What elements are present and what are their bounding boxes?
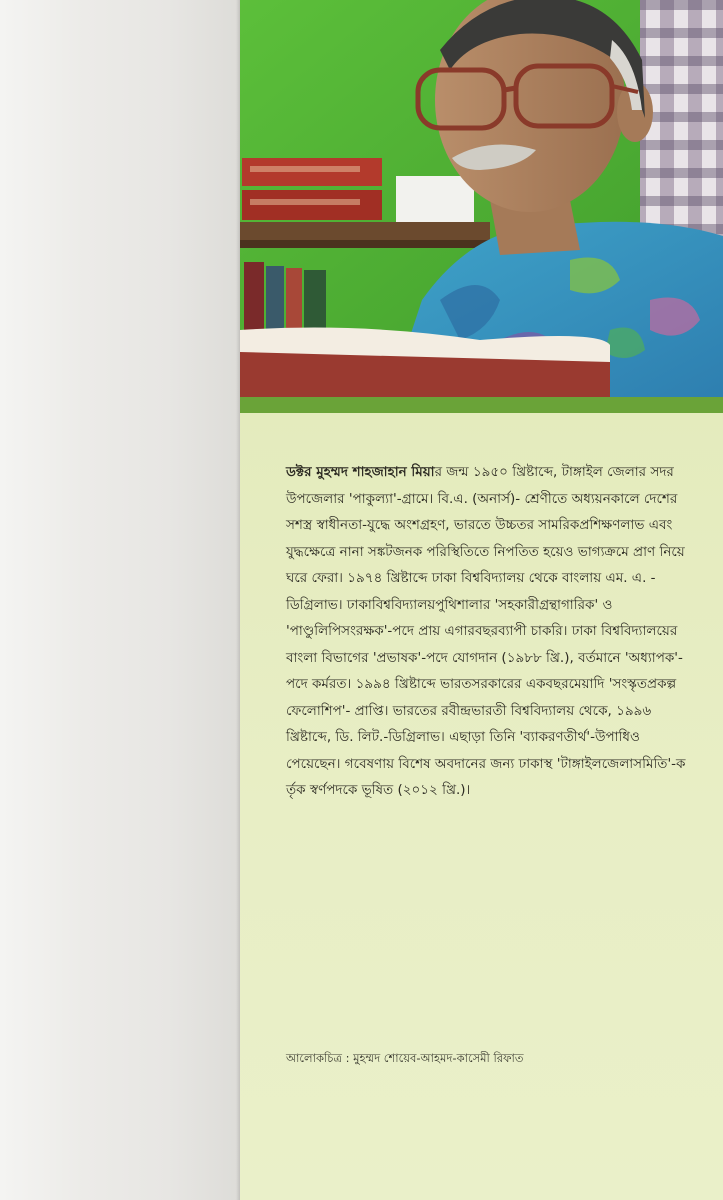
author-bio-text: র জন্ম ১৯৫০ খ্রিষ্টাব্দে, টাঙ্গাইল জেলার সদর উপজেলার 'পাকুল্যা'-গ্রামে। বি.এ. (অনার্স)- শ্রেণীতে অধ্যয়নকালে দেশের সশস্ত্র স্বাধীনতা-যুদ্ধে অংশগ্রহণ, ভারতে উচ্চতর সামরিকপ্রশিক্ষণলাভ এবং যুদ্ধক্ষেত্রে নানা সঙ্কটজনক পরিস্থিতিতে নিপতিত হয়েও ভাগ্যক্রমে প্রাণ নিয়ে ঘরে ফেরা। ১৯৭৪ খ্রিষ্টাব্দে ঢাকা বিশ্ববিদ্যালয় থেকে বাংলায় এম. এ. - ডিগ্রিলাভ। ঢাকাবিশ্ববিদ্যালয়পুথিশালার 'সহকারীগ্রন্থাগারিক' ও 'পাণ্ডুলিপিসংরক্ষক'-পদে প্রায় এগারবছরব্যাপী চাকরি। ঢাকা বিশ্ববিদ্যালয়ের বাংলা বিভাগের 'প্রভাষক'-পদে যোগদান (১৯৮৮ খ্রি.), বর্তমানে 'অধ্যাপক'-পদে কর্মরত। ১৯৯৪ খ্রিষ্টাব্দে ভারতসরকারের একবছরমেয়াদি 'সংস্কৃতপ্রকল্পফেলোশিপ'- প্রাপ্তি। ভারতের রবীন্দ্রভারতী বিশ্ববিদ্যালয় থেকে, ১৯৯৬ খ্রিষ্টাব্দে, ডি. লিট.-ডিগ্রিলাভ। এছাড়া তিনি 'ব্যাকরণতীর্থ'-উপাধিও পেয়েছেন। গবেষণায় বিশেষ অবদানের জন্য ঢাকাস্থ 'টাঙ্গাইলজেলাসমিতি'-কর্তৃক স্বর্ণপদকে ভূষিত (২০১২ খ্রি.)। [286, 464, 686, 798]
photo-credit: আলোকচিত্র : মুহম্মদ শোয়েব-আহমদ-কাসেমী রিফাত [286, 1051, 524, 1065]
author-photo [240, 0, 723, 397]
author-bio-panel [240, 413, 723, 1200]
book-back-cover [240, 0, 723, 1200]
back-paper-strip [0, 0, 240, 1200]
author-name: ডক্টর মুহম্মদ শাহজাহান মিয়া [286, 464, 435, 480]
green-divider-band [240, 397, 723, 413]
author-bio-paragraph [286, 459, 686, 804]
